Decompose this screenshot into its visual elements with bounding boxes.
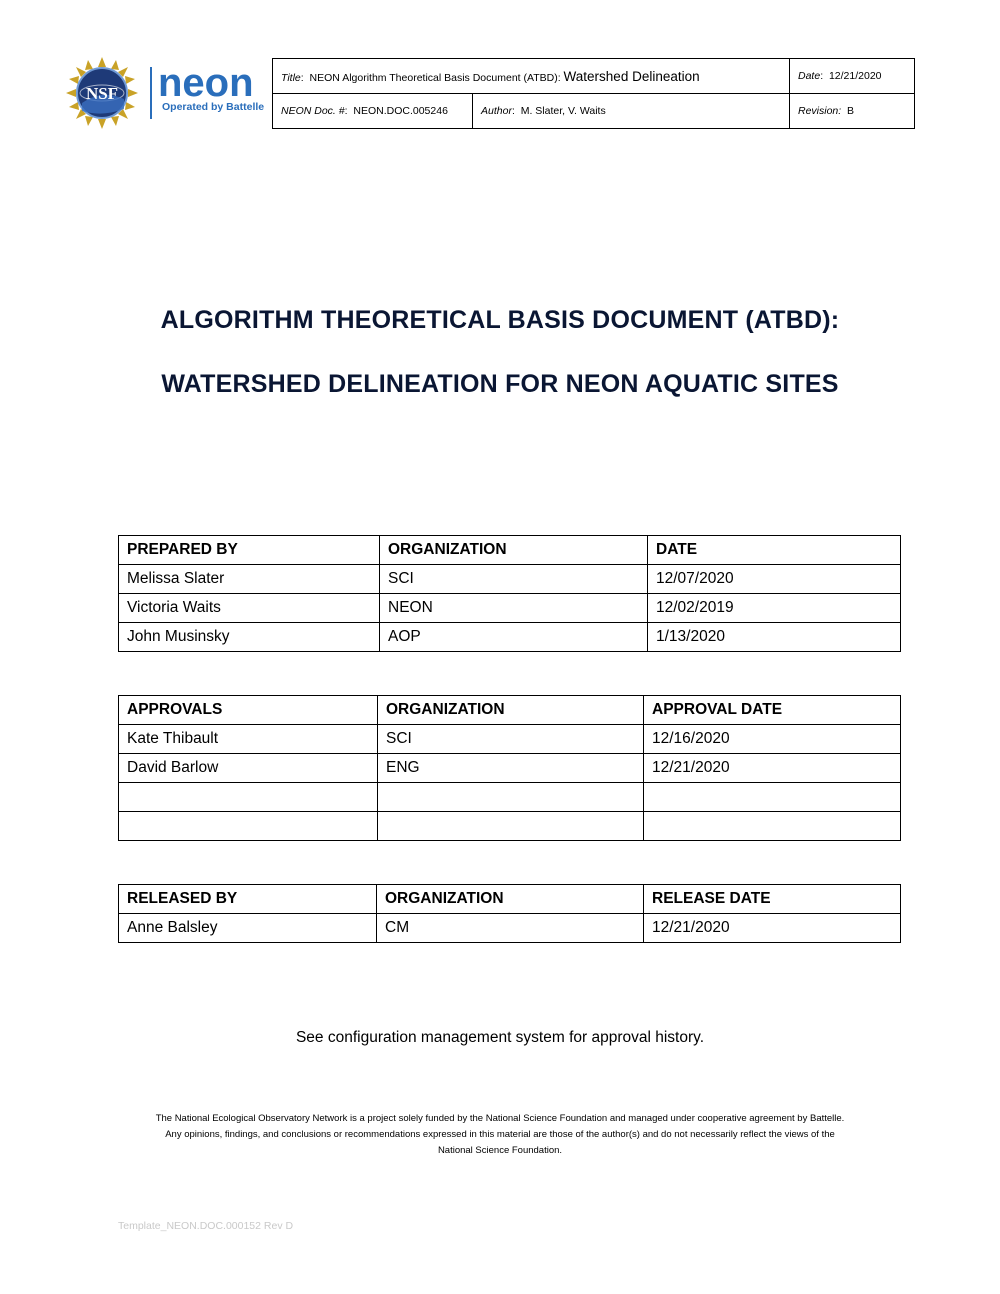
table-cell: John Musinsky <box>119 623 380 652</box>
template-identifier: Template_NEON.DOC.000152 Rev D <box>118 1220 294 1232</box>
table-cell: Victoria Waits <box>119 594 380 623</box>
table-cell: David Barlow <box>119 754 378 783</box>
column-header: RELEASE DATE <box>644 885 901 914</box>
footer-line: National Science Foundation. <box>437 1145 563 1156</box>
document-header-table <box>272 58 915 129</box>
column-header: DATE <box>648 536 901 565</box>
table-cell: Melissa Slater <box>119 565 380 594</box>
document-title-line2: WATERSHED DELINEATION FOR NEON AQUATIC SITES <box>161 370 839 398</box>
table-cell: SCI <box>378 725 644 754</box>
table-row <box>119 783 901 812</box>
column-header: RELEASED BY <box>119 885 377 914</box>
header-title-large: Watershed Delineation <box>563 68 700 84</box>
logo-divider <box>150 67 152 119</box>
table-row <box>119 594 901 623</box>
table-cell <box>378 783 644 812</box>
table-cell: AOP <box>380 623 648 652</box>
logo-subtitle: Operated by Battelle <box>162 101 265 113</box>
table-cell: CM <box>377 914 644 943</box>
table-cell <box>644 783 901 812</box>
table-row <box>119 565 901 594</box>
table-cell: 1/13/2020 <box>648 623 901 652</box>
column-header: ORGANIZATION <box>380 536 648 565</box>
table-cell <box>119 812 378 841</box>
header-doc-cell: NEON Doc. #: NEON.DOC.005246 <box>273 94 473 129</box>
header-revision-cell: Revision: B <box>790 94 915 129</box>
neon-logo-icon <box>158 63 270 101</box>
footer-line: The National Ecological Observatory Network is a project solely funded by the National Science Foundation and managed under cooperative agreement by Battelle. <box>155 1113 845 1124</box>
header-doc-value: NEON.DOC.005246 <box>353 105 448 117</box>
table-cell: SCI <box>380 565 648 594</box>
svg-text:NSF: NSF <box>85 84 119 103</box>
table-row <box>119 623 901 652</box>
table-cell: ENG <box>378 754 644 783</box>
column-header: APPROVALS <box>119 696 378 725</box>
header-revision-value: B <box>847 105 855 117</box>
table-cell: Anne Balsley <box>119 914 377 943</box>
header-title-value: NEON Algorithm Theoretical Basis Document (ATBD): <box>309 71 561 84</box>
table-cell: 12/07/2020 <box>648 565 901 594</box>
column-header: ORGANIZATION <box>377 885 644 914</box>
approvals-table <box>118 695 901 841</box>
svg-text:neon: neon <box>158 63 254 101</box>
column-header: APPROVAL DATE <box>644 696 901 725</box>
footer-line: Any opinions, findings, and conclusions or recommendations expressed in this material are those of the author(s) and do not necessarily reflect the views of the <box>165 1129 835 1140</box>
header-title-cell: Title: NEON Algorithm Theoretical Basis Document (ATBD): Watershed Delineation <box>273 59 790 94</box>
table-header-row <box>119 696 901 725</box>
header-author-value: M. Slater, V. Waits <box>520 105 606 117</box>
nsf-seal-icon <box>66 57 138 129</box>
table-cell <box>119 783 378 812</box>
table-cell <box>378 812 644 841</box>
header-logo <box>66 57 272 129</box>
prepared-by-table <box>118 535 901 652</box>
table-header-row <box>119 885 901 914</box>
column-header: ORGANIZATION <box>378 696 644 725</box>
header-author-cell: Author: M. Slater, V. Waits <box>473 94 790 129</box>
released-by-table <box>118 884 901 943</box>
table-header-row <box>119 536 901 565</box>
table-row <box>119 914 901 943</box>
approval-history-note: See configuration management system for approval history. <box>295 1029 705 1046</box>
funding-disclaimer <box>110 1111 890 1159</box>
table-row <box>119 754 901 783</box>
table-cell: Kate Thibault <box>119 725 378 754</box>
table-cell: 12/21/2020 <box>644 914 901 943</box>
column-header: PREPARED BY <box>119 536 380 565</box>
document-title-line1: ALGORITHM THEORETICAL BASIS DOCUMENT (ATBD): <box>160 306 840 334</box>
header-date-cell: Date: 12/21/2020 <box>790 59 915 94</box>
table-row <box>119 812 901 841</box>
table-cell: NEON <box>380 594 648 623</box>
table-cell: 12/02/2019 <box>648 594 901 623</box>
table-cell: 12/16/2020 <box>644 725 901 754</box>
table-row <box>119 725 901 754</box>
table-cell <box>644 812 901 841</box>
header-date-value: 12/21/2020 <box>828 70 882 82</box>
table-cell: 12/21/2020 <box>644 754 901 783</box>
